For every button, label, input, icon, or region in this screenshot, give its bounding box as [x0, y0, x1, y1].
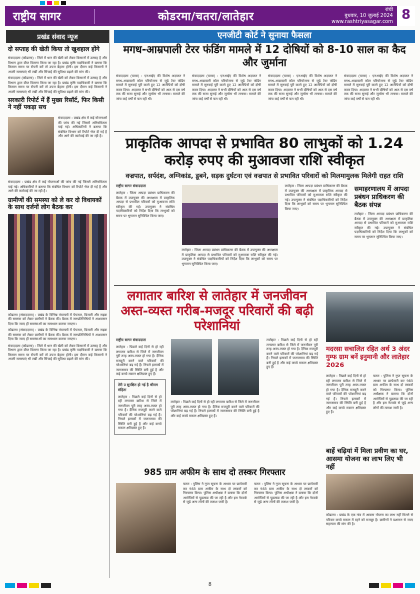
- headline-terror-funding: मगध-आम्रपाली टेरर फंडिंग मामले में 12 दोषियों को 8-10 साल का कैद और जुर्माना: [123, 44, 406, 69]
- subhead-disaster: वज्रपात, सर्पदंश, अग्निकांड, डूबने, सड़क दुर्घटना एवं वज्रपात से प्रभावित परिवारों को मिलमामुलक मिलेगी राहत राशि: [125, 172, 404, 180]
- meeting-photo: [8, 214, 107, 310]
- madrasa-text-a: लातेहार : पिछले कई दिनों से हो रही लगातार बारिश से जिले में जनजीवन पूरी तरह अस्त-व्यस्त हो गया है। दैनिक मजदूरी करने वाले परिवारों की परेशानियां बढ़ गई हैं। निचले इलाकों में जलजमाव की स्थिति बनी हुई है और कई कच्चे मकान क्षतिग्रस्त हुए हैं।: [326, 374, 366, 414]
- box-text: लातेहार : पिछले कई दिनों से हो रही लगातार बारिश से जिले में जनजीवन पूरी तरह अस्त-व्यस्त हो गया है। दैनिक मजदूरी करने वाले परिवारों की परेशानियां बढ़ गई हैं। निचले इलाकों में जलजमाव की स्थिति बनी हुई है और कई कच्चे मकान क्षतिग्रस्त हुए हैं।: [118, 394, 162, 430]
- rain-photo-2: [218, 339, 259, 395]
- divider: [114, 131, 415, 132]
- headline-house: बाहें चढ़ियां में मिला प्रवीण का घर, आसमा योजना का लाभ लिए भी नहीं: [326, 447, 409, 471]
- story2-photo-wrap: [180, 182, 280, 282]
- story3-body-cont2: संवाददाता (कोडरमा) : जिले में धान की खेती को लेकर किसानों में उत्साह है और विभाग द्वारा बीज वितरण किया जा रहा है। प्रखंड कृषि पदाधिकारी ने बताया कि किसान समय पर रोपनी करें तो उपज बेहतर होगी। इस दौरान कई किसानों ने अपनी समस्याएं भी रखीं और सिंचाई की सुविधा बढ़ाने की मांग की।: [8, 343, 107, 361]
- story2-body-cont: संवाददाता : प्रखंड क्षेत्र में कई योजनाओं की जांच की गई जिसमें अनियमितता पाई गई। अधिकारियों ने बताया कि संबंधित विभाग को रिपोर्ट भेज दी गई है और आगे की कार्रवाई की जा रही है।: [8, 180, 107, 193]
- opium-story: [114, 480, 320, 556]
- registration-bars: [5, 583, 51, 588]
- left-column: [6, 30, 110, 578]
- color-registration-marks: [40, 1, 66, 5]
- rain-story-columns: [114, 336, 320, 466]
- arrest-photo: [116, 483, 176, 553]
- rain-text-b: लातेहार : पिछले कई दिनों से हो रही लगातार बारिश से जिले में जनजीवन पूरी तरह अस्त-व्यस्त हो गया है। दैनिक मजदूरी करने वाले परिवारों की परेशानियां बढ़ गई हैं। निचले इलाकों में जलजमाव की स्थिति बनी हुई है और कई कच्चे मकान क्षतिग्रस्त हुए हैं।: [170, 400, 260, 418]
- page-footer: [5, 582, 415, 588]
- byline: राष्ट्रीय सागर संवाददाता: [116, 184, 146, 188]
- city-label: रांची: [385, 7, 393, 13]
- lower-right: [324, 289, 415, 556]
- story1-col-b: संवाददाता (चतरा) : एनआईए की विशेष अदालत ने मगध-आम्रपाली कोल परियोजना से जुड़े टेरर फंडिंग मामले में सुनवाई पूरी करते हुए 12 आरोपियों को दोषी करार दिया। अदालत ने सभी दोषियों को आठ से दस वर्ष तक की सजा सुनाई और जुर्माना भी लगाया। मामले की जांच कई वर्षों से चल रही थी।: [192, 74, 261, 101]
- rain-photo-row: [169, 336, 262, 398]
- portrait-photo: [8, 117, 54, 175]
- left-column-header: प्रखंड संवाद न्यूज: [6, 30, 109, 43]
- meeting-hall-photo: [182, 185, 278, 245]
- lower-left: [114, 289, 320, 556]
- story1-col-a: संवाददाता (चतरा) : एनआईए की विशेष अदालत ने मगध-आम्रपाली कोल परियोजना से जुड़े टेरर फंडिंग मामले में सुनवाई पूरी करते हुए 12 आरोपियों को दोषी करार दिया। अदालत ने सभी दोषियों को आठ से दस वर्ष तक की सजा सुनाई और जुर्माना भी लगाया। मामले की जांच कई वर्षों से चल रही थी।: [116, 74, 185, 101]
- rain-text-a: लातेहार : पिछले कई दिनों से हो रही लगातार बारिश से जिले में जनजीवन पूरी तरह अस्त-व्यस्त हो गया है। दैनिक मजदूरी करने वाले परिवारों की परेशानियां बढ़ गई हैं। निचले इलाकों में जलजमाव की स्थिति बनी हुई है और कई कच्चे मकान क्षतिग्रस्त हुए हैं।: [116, 345, 164, 376]
- headline-madrasa: मदरसा सचालित रहित अर्थ 3 अंदर गुम्फ ग्राम बनें इनुमानी और लातेहार 2026: [326, 345, 410, 369]
- date-label: बुधवार, 10 जुलाई 2024: [344, 13, 393, 19]
- story1-col-d: संवाददाता (चतरा) : एनआईए की विशेष अदालत ने मगध-आम्रपाली कोल परियोजना से जुड़े टेरर फंडिंग मामले में सुनवाई पूरी करते हुए 12 आरोपियों को दोषी करार दिया। अदालत ने सभी दोषियों को आठ से दस वर्ष तक की सजा सुनाई और जुर्माना भी लगाया। मामले की जांच कई वर्षों से चल रही थी।: [344, 74, 413, 101]
- rain-photo-1: [171, 339, 212, 395]
- story2-columns: [114, 182, 415, 282]
- story2-row: [6, 114, 109, 178]
- newspaper-brand: राष्ट्रीय सागर: [5, 9, 95, 24]
- divider: [114, 285, 415, 286]
- story3-body: कोडरमा (संवाददाता) : प्रखंड के विभिन्न पंचायतों में पेयजल, बिजली और सड़क की समस्या को लेकर ग्रामीणों ने बैठक की। बैठक में जनप्रतिनिधियों ने आश्वासन दिया कि जल्द ही समस्याओं का समाधान कराया जाएगा।: [8, 312, 107, 326]
- rain-photos: [169, 336, 262, 466]
- rain-col-a: [114, 336, 166, 466]
- story2-text-a: लातेहार : जिला आपदा प्रबंधन प्राधिकरण की बैठक में उपायुक्त की अध्यक्षता में प्राकृतिक आपदा से प्रभावित परिवारों को मुआवजा राशि स्वीकृत की गई। उपायुक्त ने संबंधित पदाधिकारियों को निर्देश दिया कि लाभुकों को समय पर भुगतान सुनिश्चित किया जाए।: [116, 191, 175, 218]
- headline-disaster-compensation: प्राकृतिक आपदा से प्रभावित 80 लाभुकों को 1.24 करोड़ रुपए की मुआवजा राशि स्वीकृत: [125, 136, 404, 169]
- story1-body: संवाददाता (कोडरमा) : जिले में धान की खेती को लेकर किसानों में उत्साह है और विभाग द्वारा बीज वितरण किया जा रहा है। प्रखंड कृषि पदाधिकारी ने बताया कि किसान समय पर रोपनी करें तो उपज बेहतर होगी। इस दौरान कई किसानों ने अपनी समस्याएं भी रखीं और सिंचाई की सुविधा बढ़ाने की मांग की।: [8, 56, 107, 74]
- opium-text-b: चतरा : पुलिस ने गुप्त सूचना के आधार पर छापेमारी कर 985 ग्राम अफीम के साथ दो तस्करों को गिरफ्तार किया। पुलिस अधीक्षक ने बताया कि दोनों आरोपियों से पूछताछ की जा रही है और इस नेटवर्क से जुड़े अन्य लोगों की तलाश जारी है।: [254, 482, 318, 504]
- story2-col-a: [114, 182, 177, 282]
- story1-body-cont: संवाददाता (कोडरमा) : जिले में धान की खेती को लेकर किसानों में उत्साह है और विभाग द्वारा बीज वितरण किया जा रहा है। प्रखंड कृषि पदाधिकारी ने बताया कि किसान समय पर रोपनी करें तो उपज बेहतर होगी। इस दौरान कई किसानों ने अपनी समस्याएं भी रखीं और सिंचाई की सुविधा बढ़ाने की मांग की।: [8, 76, 107, 94]
- masthead-meta: [317, 7, 397, 25]
- sidebar-text: लातेहार : जिला आपदा प्रबंधन प्राधिकरण की बैठक में उपायुक्त की अध्यक्षता में प्राकृतिक आपदा से प्रभावित परिवारों को मुआवजा राशि स्वीकृत की गई। उपायुक्त ने संबंधित पदाधिकारियों को निर्देश दिया कि लाभुकों को समय पर भुगतान सुनिश्चित किया जाए।: [354, 212, 413, 239]
- story1-columns: [114, 72, 415, 128]
- footer-folio: 8: [208, 582, 212, 588]
- website-label: www.rashtriyasagar.com: [331, 19, 393, 25]
- story2-text-b: लातेहार : जिला आपदा प्रबंधन प्राधिकरण की बैठक में उपायुक्त की अध्यक्षता में प्राकृतिक आपदा से प्रभावित परिवारों को मुआवजा राशि स्वीकृत की गई। उपायुक्त ने संबंधित पदाधिकारियों को निर्देश दिया कि लाभुकों को समय पर भुगतान सुनिश्चित किया जाए।: [181, 248, 278, 266]
- rain-text-c: लातेहार : पिछले कई दिनों से हो रही लगातार बारिश से जिले में जनजीवन पूरी तरह अस्त-व्यस्त हो गया है। दैनिक मजदूरी करने वाले परिवारों की परेशानियां बढ़ गई हैं। निचले इलाकों में जलजमाव की स्थिति बनी हुई है और कई कच्चे मकान क्षतिग्रस्त हुए हैं।: [266, 338, 318, 369]
- story2-text-c: लातेहार : जिला आपदा प्रबंधन प्राधिकरण की बैठक में उपायुक्त की अध्यक्षता में प्राकृतिक आपदा से प्रभावित परिवारों को मुआवजा राशि स्वीकृत की गई। उपायुक्त ने संबंधित पदाधिकारियों को निर्देश दिया कि लाभुकों को समय पर भुगतान सुनिश्चित किया जाए।: [284, 184, 348, 211]
- lower-section: [114, 289, 415, 556]
- box-title: तेरी उ सुरक्षित हो गई है श्रीराम संहिता: [118, 382, 158, 392]
- story2-title: सरकारी रिपोर्ट में हैं मुख्य रिसॉर्ट, फिर किसी ने नहीं पकड़ा सच: [8, 97, 104, 111]
- headline-opium: 985 ग्राम अफीम के साथ दो तस्कर गिरफ्तार: [144, 468, 286, 478]
- madrasa-text-b: चतरा : पुलिस ने गुप्त सूचना के आधार पर छापेमारी कर 985 ग्राम अफीम के साथ दो तस्करों को गिरफ्तार किया। पुलिस अधीक्षक ने बताया कि दोनों आरोपियों से पूछताछ की जा रही है और इस नेटवर्क से जुड़े अन्य लोगों की तलाश जारी है।: [373, 374, 413, 410]
- sidebar-headline: समाहरणालय में आपदा प्रबंधन प्राधिकरण की बैठक संपन्न: [354, 185, 409, 209]
- story3-title: ग्रामीणों की समस्या को ले कर दो विधायकों के साथ दर्जनों लोग बैठक कर: [8, 196, 102, 211]
- opium-text-a: चतरा : पुलिस ने गुप्त सूचना के आधार पर छापेमारी कर 985 ग्राम अफीम के साथ दो तस्करों को गिरफ्तार किया। पुलिस अधीक्षक ने बताया कि दोनों आरोपियों से पूछताछ की जा रही है और इस नेटवर्क से जुड़े अन्य लोगों की तलाश जारी है।: [183, 482, 247, 504]
- story1-col-c: संवाददाता (चतरा) : एनआईए की विशेष अदालत ने मगध-आम्रपाली कोल परियोजना से जुड़े टेरर फंडिंग मामले में सुनवाई पूरी करते हुए 12 आरोपियों को दोषी करार दिया। अदालत ने सभी दोषियों को आठ से दस वर्ष तक की सजा सुनाई और जुर्माना भी लगाया। मामले की जांच कई वर्षों से चल रही थी।: [268, 74, 337, 101]
- masthead: [5, 6, 415, 26]
- story2-sidebar: [352, 182, 415, 282]
- story3-body-cont: कोडरमा (संवाददाता) : प्रखंड के विभिन्न पंचायतों में पेयजल, बिजली और सड़क की समस्या को लेकर ग्रामीणों ने बैठक की। बैठक में जनप्रतिनिधियों ने आश्वासन दिया कि जल्द ही समस्याओं का समाधान कराया जाएगा।: [8, 328, 107, 341]
- madrasa-columns: [324, 372, 415, 444]
- kicker-banner: एनजीटी कोर्ट ने सुनाया फैसला: [114, 30, 415, 43]
- sub-story-box: [114, 379, 166, 435]
- school-photo: [326, 292, 413, 342]
- registration-bars: [369, 583, 415, 588]
- headline-rain: लगातार बारिश से लातेहार में जनजीवन अस्त-व्यस्त गरीब-मजदूर परिवारों की बढ़ी परेशानियां: [120, 289, 314, 334]
- story2-body: संवाददाता : प्रखंड क्षेत्र में कई योजनाओं की जांच की गई जिसमें अनियमितता पाई गई। अधिकारियों ने बताया कि संबंधित विभाग को रिपोर्ट भेज दी गई है और आगे की कार्रवाई की जा रही है।: [58, 116, 107, 138]
- main-area: [114, 30, 415, 578]
- house-text: कोडरमा : प्रखंड के एक गांव में आवास योजना का लाभ नहीं मिलने से परिवार कच्चे मकान में रहने को मजबूर है। ग्रामीणों ने प्रशासन से जल्द सहायता की मांग की है।: [326, 513, 413, 526]
- story1-title: दो सप्ताह की खेती किया तो खुशहाल होंगे: [8, 46, 100, 53]
- page-number: 8: [397, 6, 415, 26]
- house-photo: [326, 474, 413, 510]
- section-title: कोडरमा/चतरा/लातेहार: [157, 9, 254, 23]
- byline: राष्ट्रीय सागर संवाददाता: [116, 338, 146, 342]
